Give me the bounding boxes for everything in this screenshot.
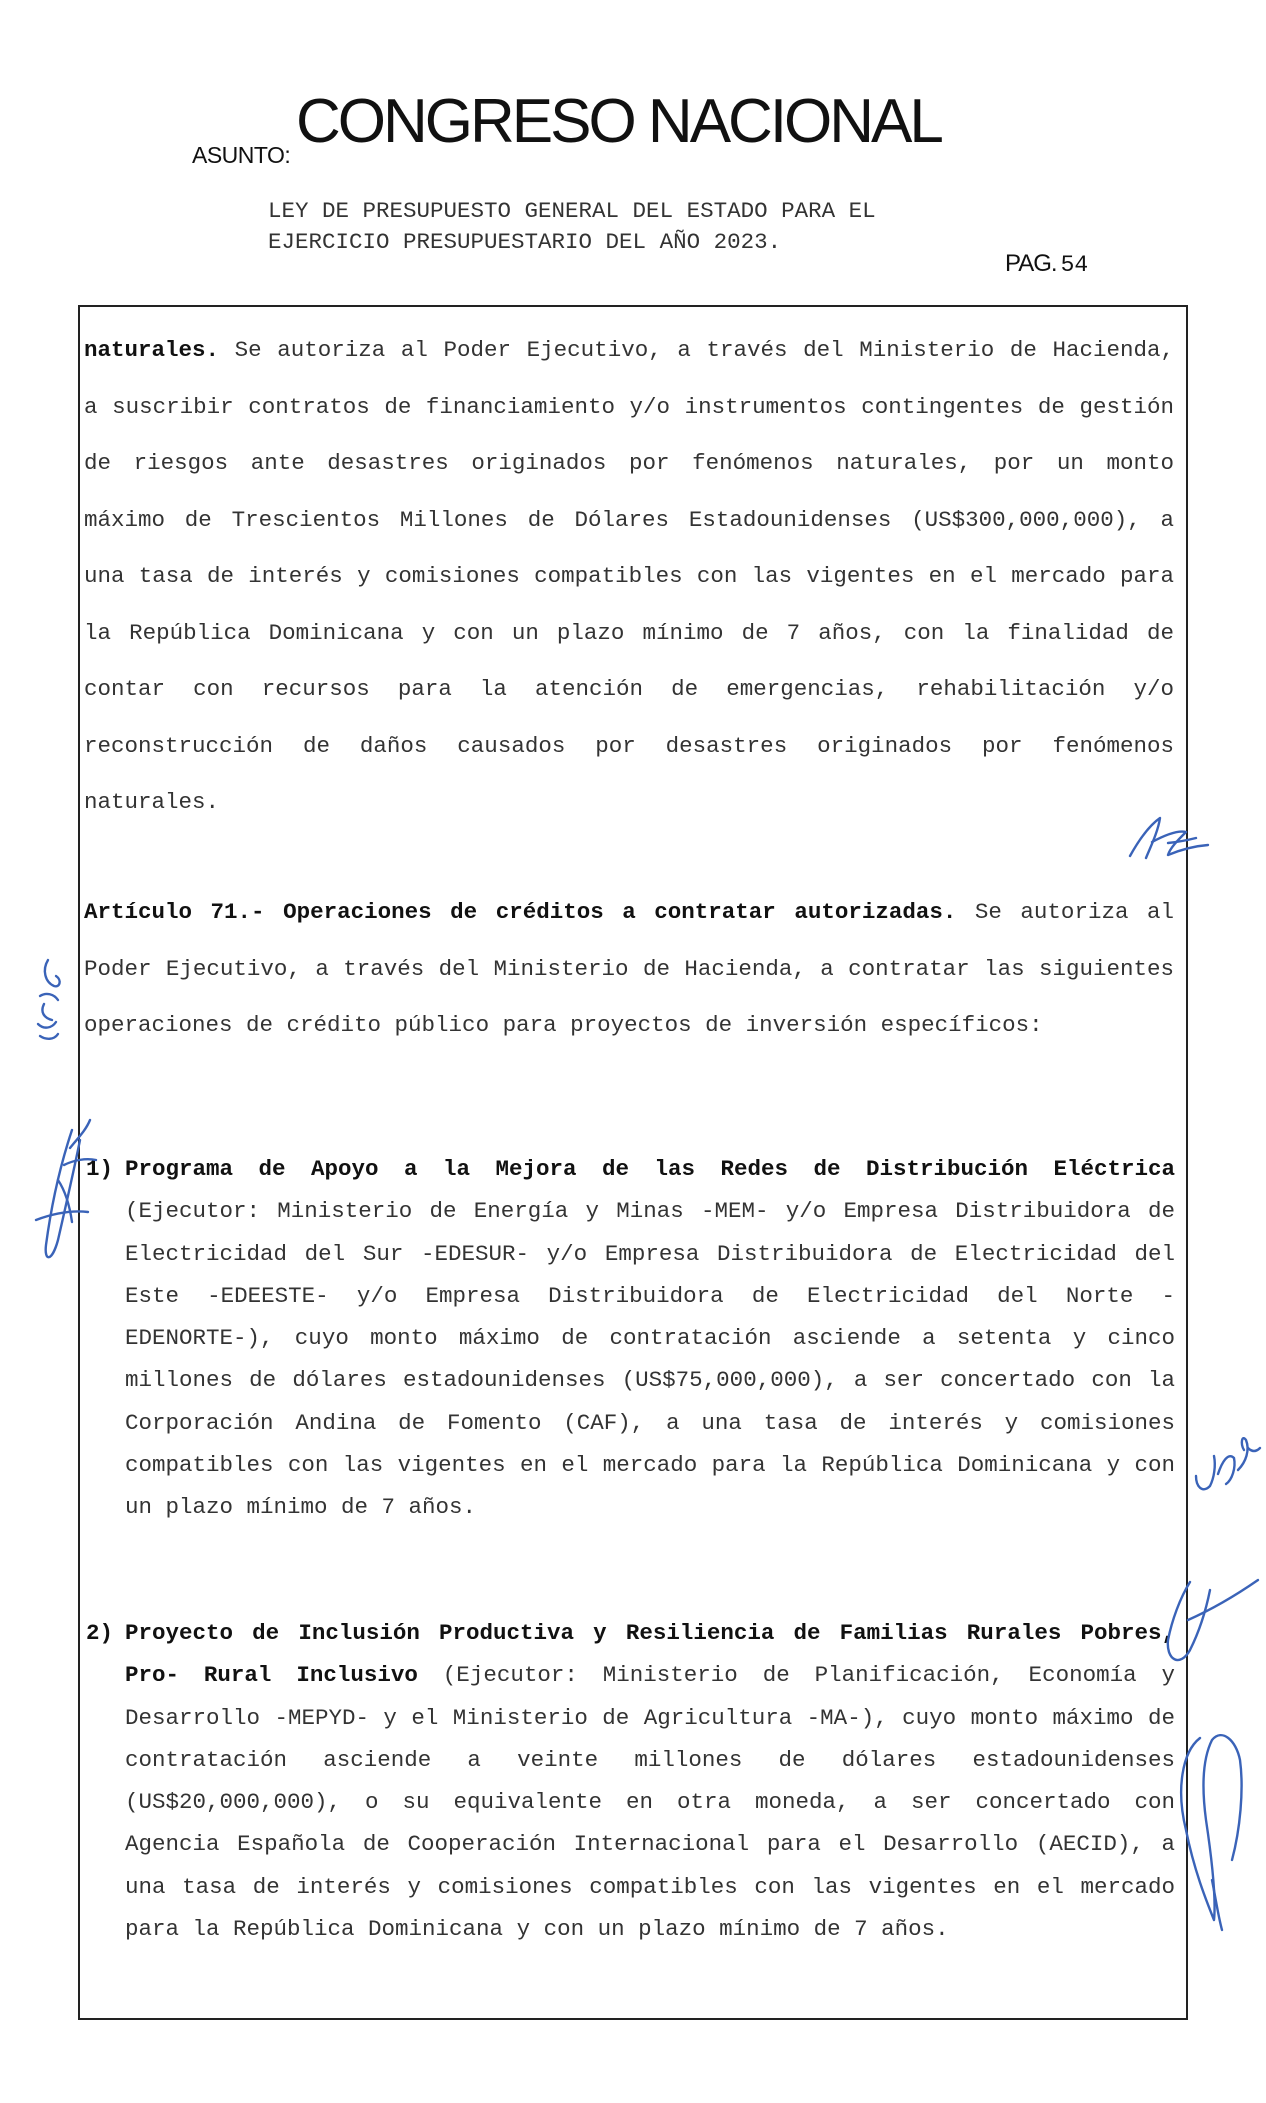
document-subject: LEY DE PRESUPUESTO GENERAL DEL ESTADO PARA EL EJERCICIO PRESUPUESTARIO DEL AÑO 2023. [268, 198, 876, 255]
institution-title: CONGRESO NACIONAL [296, 87, 941, 156]
initials-mark-icon [1130, 818, 1208, 858]
list-item-title: Programa de Apoyo a la Mejora de las Redes de Distribución Eléctrica [125, 1156, 1175, 1182]
page-number: 54 [1060, 252, 1089, 278]
list-item-number: 2) [86, 1620, 114, 1646]
paragraph-lead-bold: naturales. [84, 337, 220, 363]
signature-left-icon [36, 1120, 96, 1257]
signature-right-icon [1168, 1580, 1258, 1930]
date-mark-icon [38, 960, 60, 1039]
article-body: Se autoriza al Poder Ejecutivo, a través del Ministerio de Hacienda, a contratar las siguientes operaciones de crédito público para proyectos de inversión específicos: [84, 899, 1174, 1038]
list-item-text: (Ejecutor: Ministerio de Energía y Minas -MEM- y/o Empresa Distribuidora de Electricidad del Sur -EDESUR- y/o Empresa Distribuidora de Electricidad del Este -EDEESTE- y/o Empresa Distribuidora de Electricidad del Norte -EDENORTE-), cuyo monto máximo de contratación asciende a setenta y cinco millones de dólares estadounidenses (US$75,000,000), a ser concertado con la Corporación Andina de Fomento (CAF), a una tasa de interés y comisiones compatibles con las vigentes en el mercado para la República Dominicana y con un plazo mínimo de 7 años. [125, 1198, 1175, 1521]
asunto-label: ASUNTO: [192, 142, 291, 168]
list-item-text: (Ejecutor: Ministerio de Planificación, Economía y Desarrollo -MEPYD- y el Ministerio de Agricultura -MA-), cuyo monto máximo de contratación asciende a veinte millones de dólares estadounidenses (US$20,000,000), o su equivalente en otra moneda, a ser concertado con Agencia Española de Cooperación Internacional para el Desarrollo (AECID), a una tasa de interés y comisiones compatibles con las vigentes en el mercado para la República Dominicana y con un plazo mínimo de 7 años. [125, 1662, 1175, 1943]
article-title: Artículo 71.- Operaciones de créditos a contratar autorizadas. [84, 899, 957, 925]
paragraph-body: Se autoriza al Poder Ejecutivo, a través del Ministerio de Hacienda, a suscribir contratos de financiamiento y/o instrumentos contingentes de gestión de riesgos ante desastres originados por fenómenos naturales, por un monto máximo de Trescientos Millones de Dólares Estadounidenses (US$300,000,000), a una tasa de interés y comisiones compatibles con las vigentes en el mercado para la República Dominicana y con un plazo mínimo de 7 años, con la finalidad de contar con recursos para la atención de emergencias, rehabilitación y/o reconstrucción de daños causados por desastres originados por fenómenos naturales. [84, 337, 1174, 815]
list-item-title: Proyecto de Inclusión Productiva y Resiliencia de Familias Rurales Pobres, Pro- Rural Inclusivo [125, 1620, 1175, 1689]
page-label: PAG. [1005, 250, 1057, 277]
list-item-number: 1) [86, 1156, 114, 1182]
initials-mark-right-icon [1196, 1438, 1260, 1489]
